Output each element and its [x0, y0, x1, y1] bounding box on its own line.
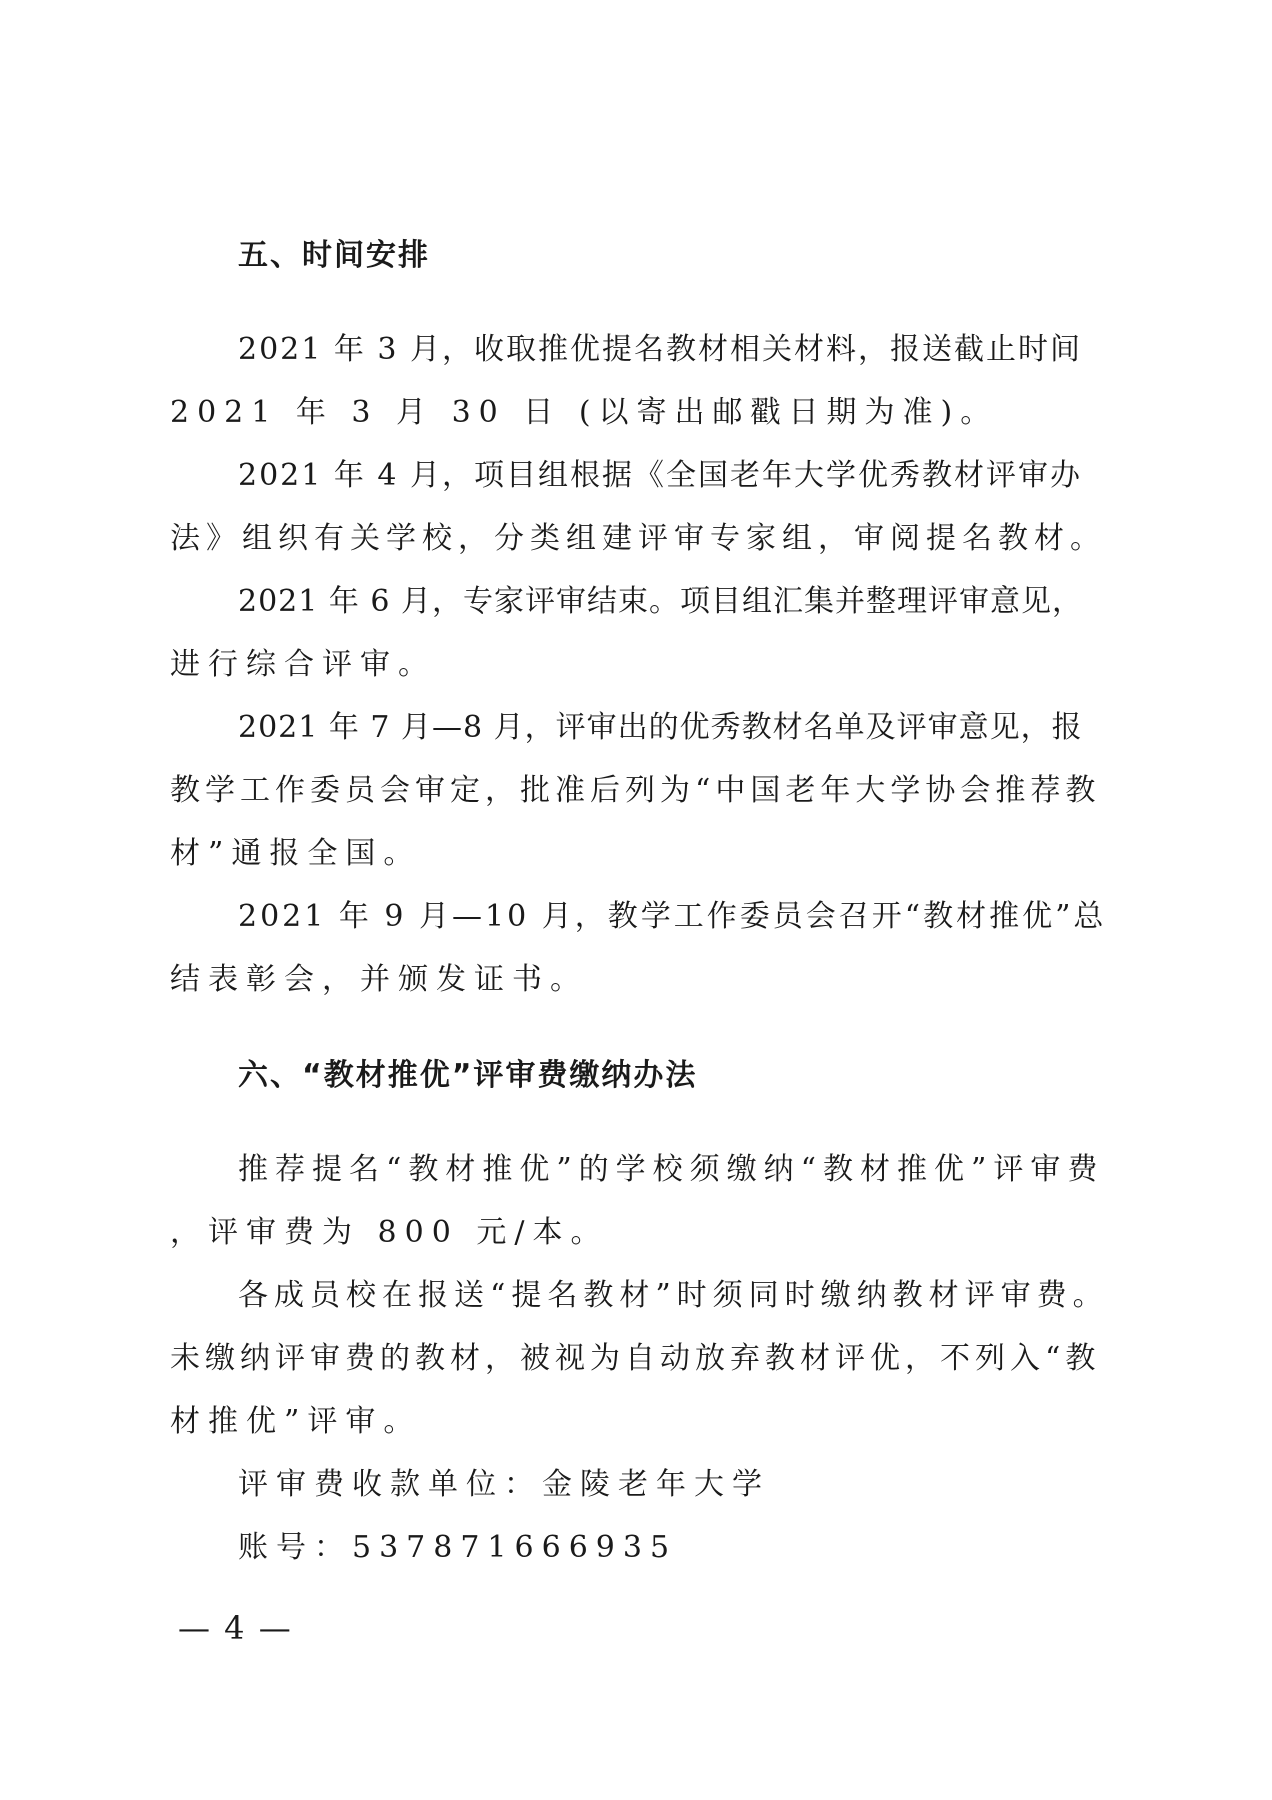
page-number: — 4 — — [178, 1609, 293, 1647]
paragraph-line: 未缴纳评审费的教材，被视为自动放弃教材评优，不列入“教 — [170, 1341, 1101, 1376]
paragraph-line: 2021 年 4 月，项目组根据《全国老年大学优秀教材评审办 — [238, 458, 1083, 493]
paragraph-line: 2021 年 3 月，收取推优提名教材相关材料，报送截止时间 — [238, 332, 1083, 367]
paragraph-line: 结表彰会，并颁发证书。 — [170, 962, 588, 997]
paragraph-line: 进行综合评审。 — [170, 647, 436, 682]
payee-line: 评审费收款单位：金陵老年大学 — [238, 1467, 770, 1502]
paragraph-line: 教学工作委员会审定，批准后列为“中国老年大学协会推荐教 — [170, 773, 1101, 808]
account-number-line: 账号：537871666935 — [238, 1530, 678, 1565]
paragraph-line: 2021 年 6 月，专家评审结束。项目组汇集并整理评审意见， — [238, 584, 1084, 619]
paragraph-line: 材”通报全国。 — [170, 836, 422, 871]
paragraph-line: 各成员校在报送“提名教材”时须同时缴纳教材评审费。 — [238, 1278, 1109, 1313]
section-6-heading: 六、“教材推优”评审费缴纳办法 — [238, 1058, 698, 1093]
paragraph-line: ，评审费为 800 元/本。 — [170, 1215, 609, 1250]
paragraph-line: 2021 年 7 月—8 月，评审出的优秀教材名单及评审意见，报 — [238, 710, 1083, 745]
paragraph-line: 2021 年 9 月—10 月，教学工作委员会召开“教材推优”总 — [238, 899, 1107, 934]
paragraph-line: 法》组织有关学校，分类组建评审专家组，审阅提名教材。 — [170, 521, 1106, 556]
paragraph-line: 材推优”评审。 — [170, 1404, 422, 1439]
paragraph-line: 2021 年 3 月 30 日 (以寄出邮戳日期为准)。 — [170, 395, 999, 430]
paragraph-line: 推荐提名“教材推优”的学校须缴纳“教材推优”评审费 — [238, 1152, 1105, 1187]
section-5-heading: 五、时间安排 — [238, 238, 430, 273]
